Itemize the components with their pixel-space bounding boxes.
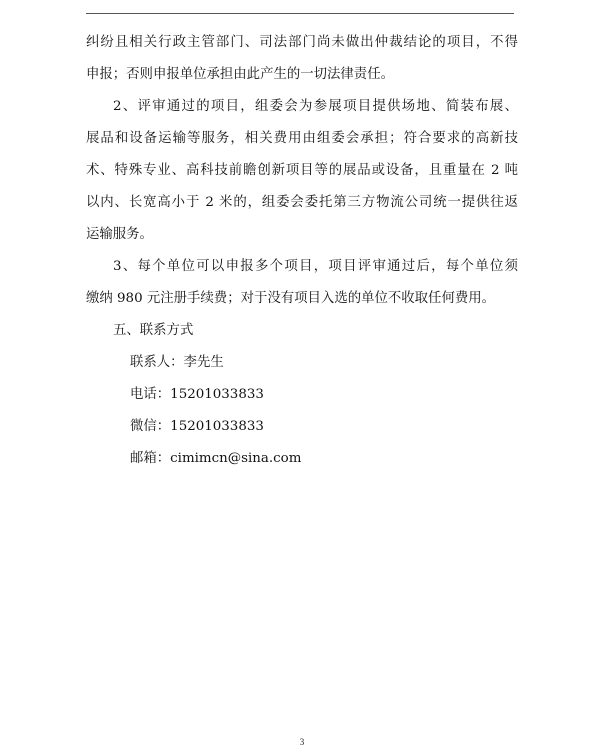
contact-person: 联系人：李先生 (130, 355, 224, 370)
text-line: 3、每个单位可以申报多个项目，项目评审通过后，每个单位须 (113, 259, 518, 274)
section-heading: 五、联系方式 (113, 323, 194, 338)
document-body (86, 27, 518, 475)
text-line: 以内、长宽高小于 2 米的，组委会委托第三方物流公司统一提供往返 (86, 195, 518, 210)
text-line: 缴纳 980 元注册手续费；对于没有项目入选的单位不收取任何费用。 (86, 291, 496, 306)
text-line: 2、评审通过的项目，组委会为参展项目提供场地、简装布展、 (113, 99, 518, 114)
page-number: 3 (299, 737, 305, 747)
contact-wechat: 微信：15201033833 (130, 419, 264, 434)
paragraph-liability (86, 27, 518, 91)
text-line: 展品和设备运输等服务，相关费用由组委会承担；符合要求的高新技 (86, 131, 518, 146)
text-line: 术、特殊专业、高科技前瞻创新项目等的展品或设备，且重量在 2 吨 (86, 163, 518, 178)
paragraph-registration-fee (86, 251, 518, 315)
header-rule (86, 13, 514, 14)
contact-section (86, 315, 518, 475)
text-line: 纠纷且相关行政主管部门、司法部门尚未做出仲裁结论的项目，不得 (86, 35, 518, 50)
contact-phone: 电话：15201033833 (130, 387, 264, 402)
text-line: 申报；否则申报单位承担由此产生的一切法律责任。 (86, 67, 394, 82)
paragraph-exhibition-services (86, 91, 518, 251)
contact-email: 邮箱：cimimcn@sina.com (130, 451, 302, 466)
text-line: 运输服务。 (86, 227, 153, 242)
